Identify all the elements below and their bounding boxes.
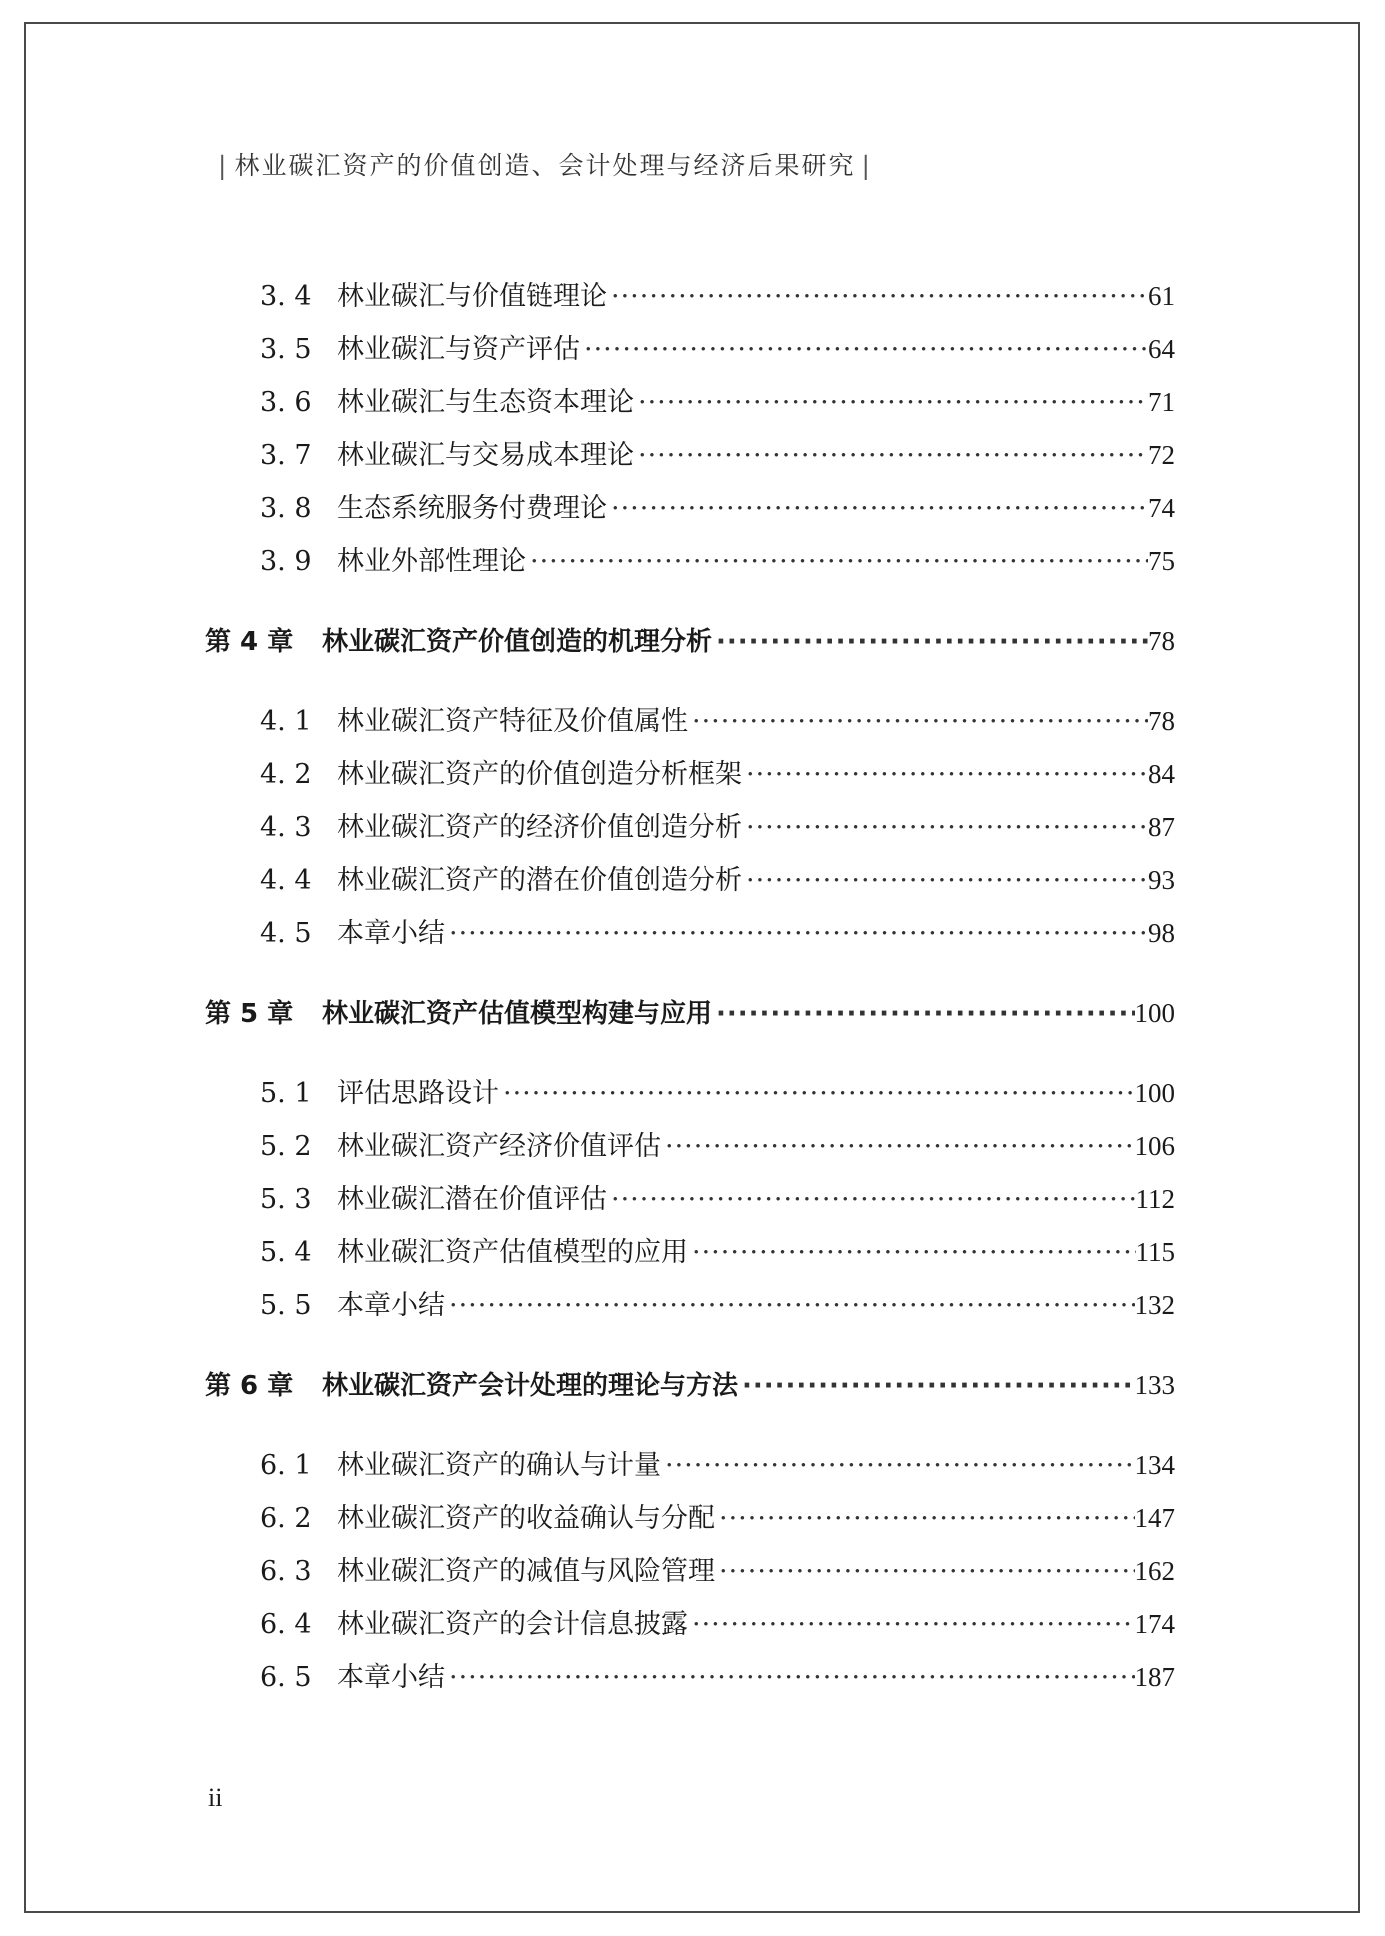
toc-leader-dots: [712, 616, 1148, 669]
toc-leader-dots: [688, 695, 1148, 748]
toc-entry-title: 林业碳汇资产价值创造的机理分析: [322, 627, 713, 657]
toc-entry-number: 3. 5: [260, 334, 312, 365]
toc-leader-dots: [712, 988, 1134, 1041]
header-rule-left: |: [218, 151, 229, 180]
toc-entry-number: 4. 4: [260, 865, 312, 896]
toc-chapter-entry[interactable]: [205, 1359, 1175, 1412]
toc-leader-dots: [526, 535, 1148, 588]
toc-entry-number: 6. 3: [260, 1556, 312, 1587]
toc-entry-title: 林业碳汇资产的收益确认与分配: [337, 1503, 715, 1534]
toc-entry-title: 本章小结: [337, 918, 445, 949]
toc-entry-number: 4. 3: [260, 812, 312, 843]
toc-entry-title: 林业碳汇资产的会计信息披露: [337, 1609, 688, 1640]
toc-leader-dots: [688, 1226, 1136, 1279]
toc-entry-number: 3. 4: [260, 281, 312, 312]
toc-entry-page: 100: [1134, 1078, 1175, 1108]
toc-entry-page: 187: [1134, 1662, 1175, 1692]
toc-entry-number: 3. 8: [260, 493, 312, 524]
toc-section-entry[interactable]: [205, 695, 1175, 748]
toc-leader-dots: [742, 801, 1148, 854]
toc-entry-number: 4. 5: [260, 918, 312, 949]
toc-entry-title: 本章小结: [337, 1662, 445, 1693]
toc-section-entry[interactable]: [205, 1545, 1175, 1598]
toc-entry-page: 64: [1148, 334, 1175, 364]
toc-entry-number: 6. 5: [260, 1662, 312, 1693]
toc-entry-page: 74: [1148, 493, 1175, 523]
toc-leader-dots: [688, 1598, 1135, 1651]
toc-entry-title: 林业碳汇与生态资本理论: [337, 387, 634, 418]
toc-entry-title: 生态系统服务付费理论: [337, 493, 607, 524]
toc-entry-number: 第 5 章: [205, 999, 294, 1029]
toc-section-entry[interactable]: [205, 429, 1175, 482]
toc-entry-title: 林业碳汇资产的价值创造分析框架: [337, 759, 742, 790]
toc-entry-page: 61: [1148, 281, 1175, 311]
toc-leader-dots: [634, 376, 1148, 429]
toc-leader-dots: [661, 1120, 1135, 1173]
toc-entry-page: 134: [1134, 1450, 1175, 1480]
toc-entry-number: 4. 2: [260, 759, 312, 790]
toc-leader-dots: [607, 482, 1148, 535]
toc-entry-number: 4. 1: [260, 706, 312, 737]
toc-leader-dots: [715, 1492, 1135, 1545]
toc-entry-number: 6. 1: [260, 1450, 312, 1481]
toc-leader-dots: [499, 1067, 1135, 1120]
toc-entry-title: 林业碳汇资产会计处理的理论与方法: [322, 1371, 739, 1401]
toc-entry-title: 林业碳汇资产估值模型的应用: [337, 1237, 688, 1268]
toc-entry-title: 林业碳汇资产的经济价值创造分析: [337, 812, 742, 843]
page-number: ii: [208, 1783, 223, 1812]
toc-leader-dots: [661, 1439, 1135, 1492]
toc-entry-number: 3. 9: [260, 546, 312, 577]
toc-entry-title: 林业碳汇资产的确认与计量: [337, 1450, 661, 1481]
table-of-contents: [205, 270, 1175, 1704]
toc-leader-dots: [634, 429, 1148, 482]
running-header: [212, 146, 878, 182]
toc-entry-page: 132: [1134, 1290, 1175, 1320]
toc-entry-number: 5. 5: [260, 1290, 312, 1321]
toc-entry-title: 林业碳汇潜在价值评估: [337, 1184, 607, 1215]
toc-entry-title: 林业碳汇资产经济价值评估: [337, 1131, 661, 1162]
toc-entry-page: 87: [1148, 812, 1175, 842]
toc-entry-page: 133: [1134, 1370, 1175, 1400]
toc-entry-page: 98: [1148, 918, 1175, 948]
toc-section-entry[interactable]: [205, 482, 1175, 535]
toc-leader-dots: [580, 323, 1148, 376]
toc-entry-page: 147: [1134, 1503, 1175, 1533]
toc-entry-number: 6. 2: [260, 1503, 312, 1534]
toc-leader-dots: [607, 1173, 1136, 1226]
toc-entry-number: 第 6 章: [205, 1371, 294, 1401]
toc-leader-dots: [445, 907, 1148, 960]
toc-section-entry[interactable]: [205, 1598, 1175, 1651]
toc-entry-page: 78: [1148, 706, 1175, 736]
toc-section-entry[interactable]: [205, 1226, 1175, 1279]
toc-entry-title: 林业碳汇资产特征及价值属性: [337, 706, 688, 737]
toc-section-entry[interactable]: [205, 376, 1175, 429]
toc-entry-title: 林业碳汇资产的减值与风险管理: [337, 1556, 715, 1587]
toc-entry-title: 林业外部性理论: [337, 546, 526, 577]
toc-leader-dots: [715, 1545, 1135, 1598]
header-rule-right: |: [861, 151, 872, 180]
toc-entry-title: 林业碳汇与交易成本理论: [337, 440, 634, 471]
toc-entry-number: 5. 4: [260, 1237, 312, 1268]
toc-section-entry[interactable]: [205, 801, 1175, 854]
toc-section-entry[interactable]: [205, 270, 1175, 323]
toc-entry-title: 林业碳汇资产估值模型构建与应用: [322, 999, 713, 1029]
toc-section-entry[interactable]: [205, 1279, 1175, 1332]
toc-chapter-entry[interactable]: [205, 615, 1175, 668]
toc-section-entry[interactable]: [205, 1173, 1175, 1226]
toc-entry-page: 162: [1134, 1556, 1175, 1586]
toc-entry-page: 71: [1148, 387, 1175, 417]
toc-entry-title: 评估思路设计: [337, 1078, 499, 1109]
toc-leader-dots: [607, 270, 1148, 323]
toc-entry-number: 6. 4: [260, 1609, 312, 1640]
toc-leader-dots: [738, 1360, 1134, 1413]
toc-entry-number: 3. 6: [260, 387, 312, 418]
toc-leader-dots: [445, 1279, 1135, 1332]
toc-entry-page: 78: [1148, 626, 1175, 656]
toc-section-entry[interactable]: [205, 748, 1175, 801]
toc-entry-title: 林业碳汇与资产评估: [337, 334, 580, 365]
toc-section-entry[interactable]: [205, 323, 1175, 376]
toc-leader-dots: [445, 1651, 1135, 1704]
toc-entry-page: 100: [1134, 998, 1175, 1028]
toc-entry-title: 林业碳汇资产的潜在价值创造分析: [337, 865, 742, 896]
toc-entry-page: 72: [1148, 440, 1175, 470]
toc-section-entry[interactable]: [205, 1067, 1175, 1120]
toc-section-entry[interactable]: [205, 1120, 1175, 1173]
toc-entry-number: 5. 2: [260, 1131, 312, 1162]
toc-entry-page: 106: [1134, 1131, 1175, 1161]
toc-leader-dots: [742, 748, 1148, 801]
toc-section-entry[interactable]: [205, 535, 1175, 588]
toc-entry-page: 115: [1135, 1237, 1175, 1267]
toc-entry-page: 84: [1148, 759, 1175, 789]
toc-entry-page: 75: [1148, 546, 1175, 576]
toc-entry-number: 第 4 章: [205, 627, 294, 657]
toc-section-entry[interactable]: [205, 854, 1175, 907]
toc-section-entry[interactable]: [205, 1651, 1175, 1704]
toc-entry-title: 林业碳汇与价值链理论: [337, 281, 607, 312]
toc-chapter-entry[interactable]: [205, 987, 1175, 1040]
toc-entry-page: 174: [1134, 1609, 1175, 1639]
toc-entry-page: 112: [1135, 1184, 1175, 1214]
toc-entry-number: 5. 3: [260, 1184, 312, 1215]
toc-section-entry[interactable]: [205, 1439, 1175, 1492]
toc-leader-dots: [742, 854, 1148, 907]
toc-section-entry[interactable]: [205, 1492, 1175, 1545]
toc-entry-number: 5. 1: [260, 1078, 312, 1109]
toc-entry-page: 93: [1148, 865, 1175, 895]
toc-entry-title: 本章小结: [337, 1290, 445, 1321]
toc-section-entry[interactable]: [205, 907, 1175, 960]
header-title: 林业碳汇资产的价值创造、会计处理与经济后果研究: [234, 151, 856, 180]
toc-entry-number: 3. 7: [260, 440, 312, 471]
